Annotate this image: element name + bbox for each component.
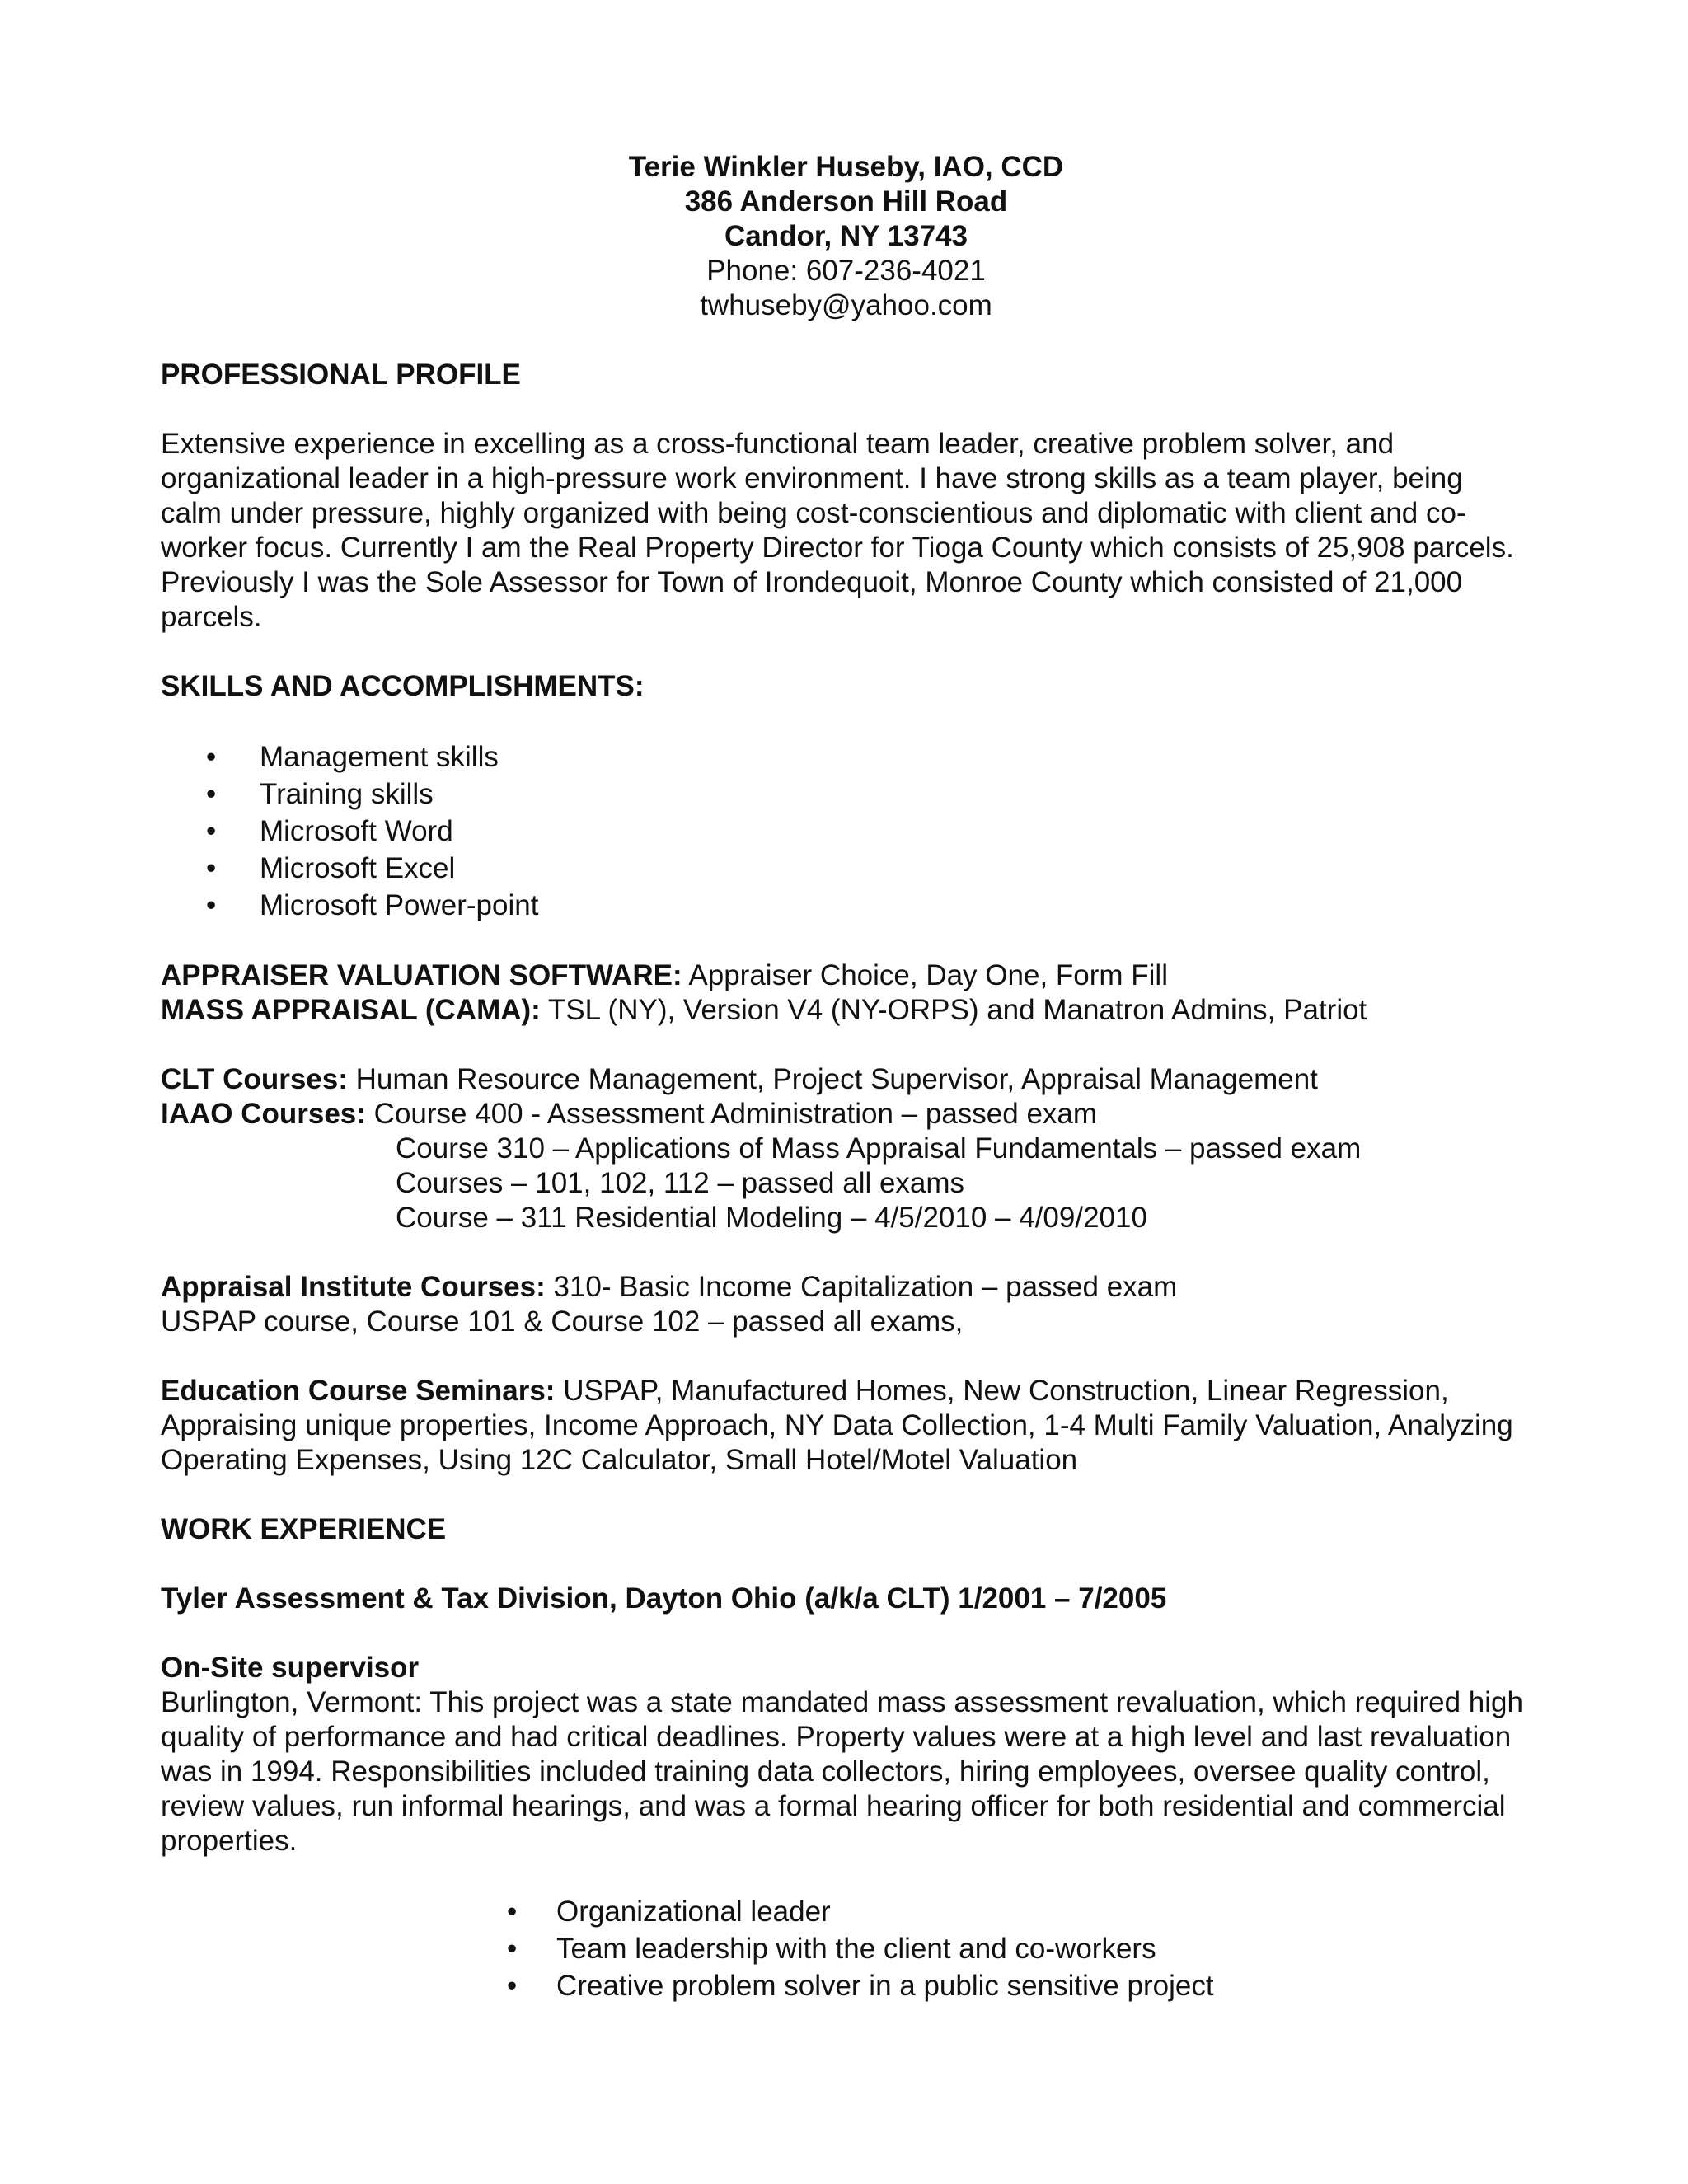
work-employer: Tyler Assessment & Tax Division, Dayton Ohio (a/k/a CLT) 1/2001 – 7/2005 [161, 1582, 1167, 1615]
clt-courses-label: CLT Courses: [161, 1063, 348, 1095]
bullet-icon: • [206, 815, 217, 847]
mass-appraisal-value: TSL (NY), Version V4 (NY-ORPS) and Manatron Admins, Patriot [547, 994, 1367, 1026]
applicant-name: Terie Winkler Huseby, IAO, CCD [628, 151, 1064, 183]
education-seminars-value: USPAP, Manufactured Homes, New Construction, Linear Regression, Appraising unique properties, Income Approach, NY Data Collection, 1-4 Multi Family Valuation, Analyzing Operating Expenses, Using 12C Calculator, Small Hotel/Motel Valuation [161, 1375, 1513, 1476]
list-item: • Microsoft Power-point [161, 887, 1531, 924]
list-item: • Microsoft Excel [161, 850, 1531, 887]
clt-courses [161, 1062, 1531, 1097]
list-item: • Microsoft Word [161, 813, 1531, 850]
list-item: • Creative problem solver in a public sensitive project [161, 1967, 1531, 2004]
contact-block [161, 150, 1531, 254]
bullet-icon: • [206, 741, 217, 773]
appraisal-institute-value: 310- Basic Income Capitalization – passed exam [553, 1271, 1178, 1303]
profile-heading: PROFESSIONAL PROFILE [161, 359, 521, 391]
list-item: • Team leadership with the client and co-workers [161, 1930, 1531, 1967]
clt-courses-value: Human Resource Management, Project Supervisor, Appraisal Management [355, 1063, 1318, 1095]
email-address: twhuseby@yahoo.com [700, 289, 992, 321]
skills-list [161, 738, 1531, 924]
bullet-icon: • [206, 778, 217, 810]
appraisal-institute-courses [161, 1270, 1531, 1305]
bullet-icon: • [507, 1933, 518, 1965]
bullet-icon: • [206, 852, 217, 884]
appraiser-software [161, 958, 1531, 993]
appraiser-software-label: APPRAISER VALUATION SOFTWARE: [161, 959, 682, 991]
profile-text: Extensive experience in excelling as a cross-functional team leader, creative problem solver, and organizational leader in a high-pressure work environment. I have strong skills as a team player, being calm under pressure, highly organized with being cost-conscientious and diplomatic with client and co-worker focus. Currently I am the Real Property Director for Tioga County which consists of 25,908 parcels. Previously I was the Sole Assessor for Town of Irondequoit, Monroe County which consisted of 21,000 parcels. [161, 428, 1514, 633]
bullet-icon: • [507, 1970, 518, 2002]
education-seminars [161, 1374, 1531, 1478]
skills-heading: SKILLS AND ACCOMPLISHMENTS: [161, 670, 645, 702]
list-item: • Management skills [161, 738, 1531, 776]
appraisal-institute-line2: USPAP course, Course 101 & Course 102 – passed all exams, [161, 1305, 964, 1338]
street-address: 386 Anderson Hill Road [684, 185, 1008, 218]
work-bullets [161, 1893, 1531, 2004]
city-state-zip: Candor, NY 13743 [724, 220, 968, 252]
list-item: • Organizational leader [161, 1893, 1531, 1930]
work-heading: WORK EXPERIENCE [161, 1513, 447, 1545]
list-item: • Training skills [161, 776, 1531, 813]
education-seminars-label: Education Course Seminars: [161, 1375, 556, 1407]
work-description: Burlington, Vermont: This project was a state mandated mass assessment revaluation, which required high quality of performance and had critical deadlines. Property values were at a high level and last revaluation was in 1994. Responsibilities included training data collectors, hiring employees, oversee quality control, review values, run informal hearings, and was a formal hearing officer for both residential and commercial properties. [161, 1686, 1523, 1857]
iaao-courses [161, 1097, 1531, 1235]
mass-appraisal [161, 993, 1531, 1028]
iaao-course-item: Course 400 - Assessment Administration – passed exam [373, 1098, 1098, 1130]
phone-number: Phone: 607-236-4021 [706, 255, 986, 287]
appraiser-software-value: Appraiser Choice, Day One, Form Fill [688, 959, 1168, 991]
bullet-icon: • [507, 1896, 518, 1928]
appraisal-institute-label: Appraisal Institute Courses: [161, 1271, 546, 1303]
iaao-course-item: Course – 311 Residential Modeling – 4/5/2010 – 4/09/2010 [396, 1202, 1147, 1234]
mass-appraisal-label: MASS APPRAISAL (CAMA): [161, 994, 541, 1026]
work-role: On-Site supervisor [161, 1652, 420, 1684]
iaao-course-item: Course 310 – Applications of Mass Appraisal Fundamentals – passed exam [396, 1132, 1362, 1165]
iaao-courses-label: IAAO Courses: [161, 1098, 366, 1130]
contact-details [161, 254, 1531, 323]
bullet-icon: • [206, 889, 217, 921]
iaao-course-item: Courses – 101, 102, 112 – passed all exams [396, 1167, 965, 1199]
